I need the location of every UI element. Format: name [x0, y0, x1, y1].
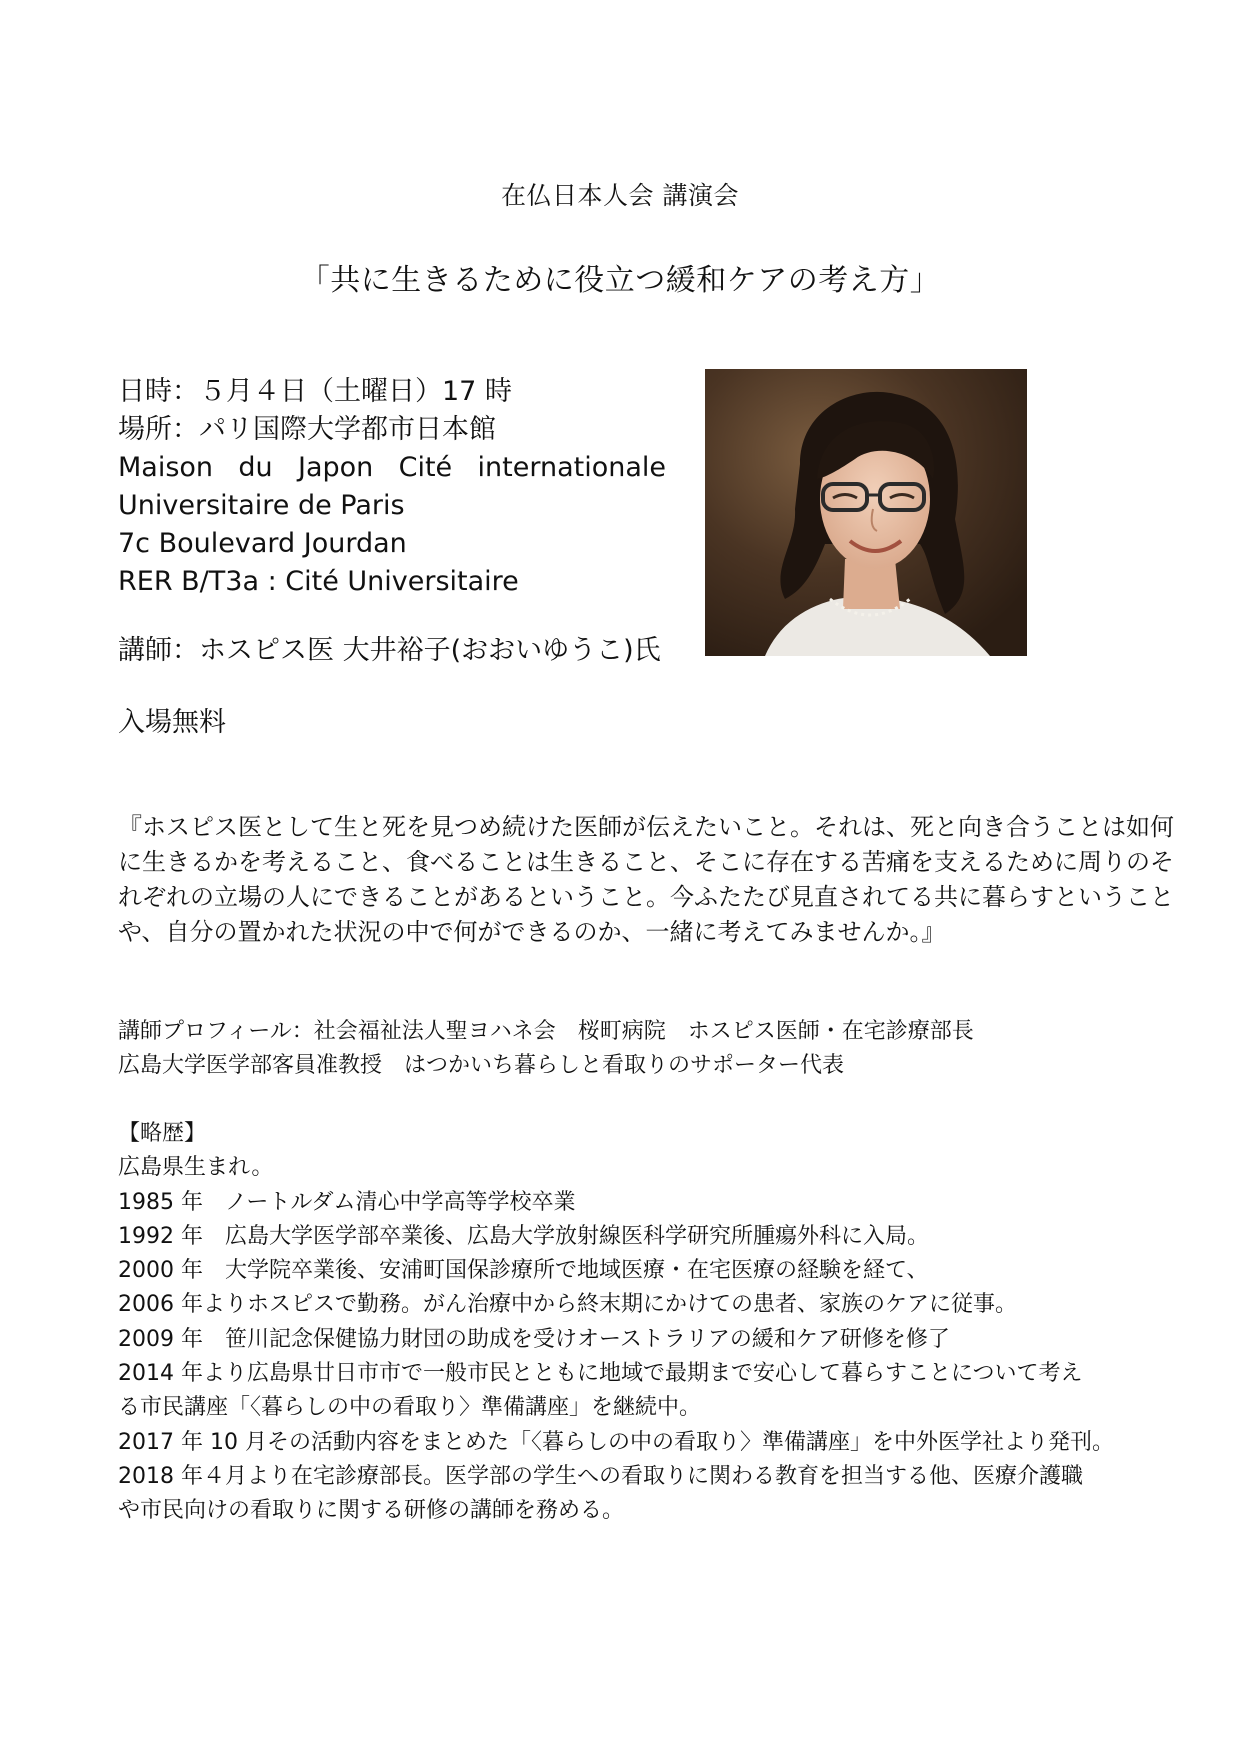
history-line: 広島県生まれ。 [118, 1155, 274, 1181]
history-heading: 【略歴】 [118, 1121, 207, 1146]
description-line: れぞれの立場の人にできることがあるということ。今ふたたび見直されてる共に暮らすということ [118, 883, 1174, 911]
organizer-heading: 在仏日本人会 講演会 [501, 181, 739, 210]
event-details [118, 373, 666, 601]
profile-line: 講師プロフィール：社会福祉法人聖ヨハネ会 桜町病院 ホスピス医師・在宅診療部長 [118, 1019, 974, 1044]
event-place: 場所：パリ国際大学都市日本館 [118, 414, 496, 445]
venue-name-line2: Universitaire de Paris [118, 490, 405, 521]
history-line: 1985 年 ノートルダム清心中学高等学校卒業 [118, 1189, 576, 1215]
lecturer-name: 講師：ホスピス医 大井裕子(おおいゆうこ)氏 [118, 635, 661, 666]
description-line: や、自分の置かれた状況の中で何ができるのか、一緒に考えてみませんか。』 [118, 918, 946, 946]
event-datetime: 日時：５月４日（土曜日）17 時 [118, 376, 512, 407]
description-line: に生きるかを考えること、食べることは生きること、そこに存在する苦痛を支えるために周りのそ [118, 848, 1174, 876]
admission-note: 入場無料 [118, 707, 226, 738]
venue-address: 7c Boulevard Jourdan [118, 528, 407, 559]
lecture-title: 「共に生きるために役立つ緩和ケアの考え方」 [299, 263, 941, 298]
history-line: る市民講座「〈暮らしの中の看取り〉準備講座」を継続中。 [118, 1395, 702, 1421]
history-line: 2018 年４月より在宅診療部長。医学部の学生への看取りに関わる教育を担当する他、医療介護職 [118, 1463, 1083, 1489]
lecturer-portrait-icon [705, 369, 1027, 656]
profile-line: 広島大学医学部客員准教授 はつかいち暮らしと看取りのサポーター代表 [118, 1053, 845, 1078]
lecturer-portrait-photo [705, 369, 1027, 656]
description-line: 『ホスピス医として生と死を見つめ続けた医師が伝えたいこと。それは、死と向き合うことは如何 [118, 813, 1174, 841]
lecture-description [118, 810, 1174, 950]
history-line: 2017 年 10 月その活動内容をまとめた「〈暮らしの中の看取り〉準備講座」を中外医学社より発刊。 [118, 1429, 1114, 1455]
venue-transport: RER B/T3a : Cité Universitaire [118, 566, 519, 597]
venue-name-line1: Maison du Japon Cité internationale [118, 452, 666, 483]
history-line: 1992 年 広島大学医学部卒業後、広島大学放射線医科学研究所腫瘍外科に入局。 [118, 1223, 929, 1249]
history-line: や市民向けの看取りに関する研修の講師を務める。 [118, 1498, 625, 1524]
history-line: 2009 年 笹川記念保健協力財団の助成を受けオーストラリアの緩和ケア研修を修了 [118, 1326, 950, 1352]
history-line: 2006 年よりホスピスで勤務。がん治療中から終末期にかけての患者、家族のケアに従事。 [118, 1292, 1017, 1318]
history-line: 2014 年より広島県廿日市市で一般市民とともに地域で最期まで安心して暮らすことについて考え [118, 1361, 1083, 1387]
history-line: 2000 年 大学院卒業後、安浦町国保診療所で地域医療・在宅医療の経験を経て、 [118, 1258, 929, 1284]
career-history [118, 1117, 1114, 1529]
lecturer-profile [118, 1015, 974, 1083]
